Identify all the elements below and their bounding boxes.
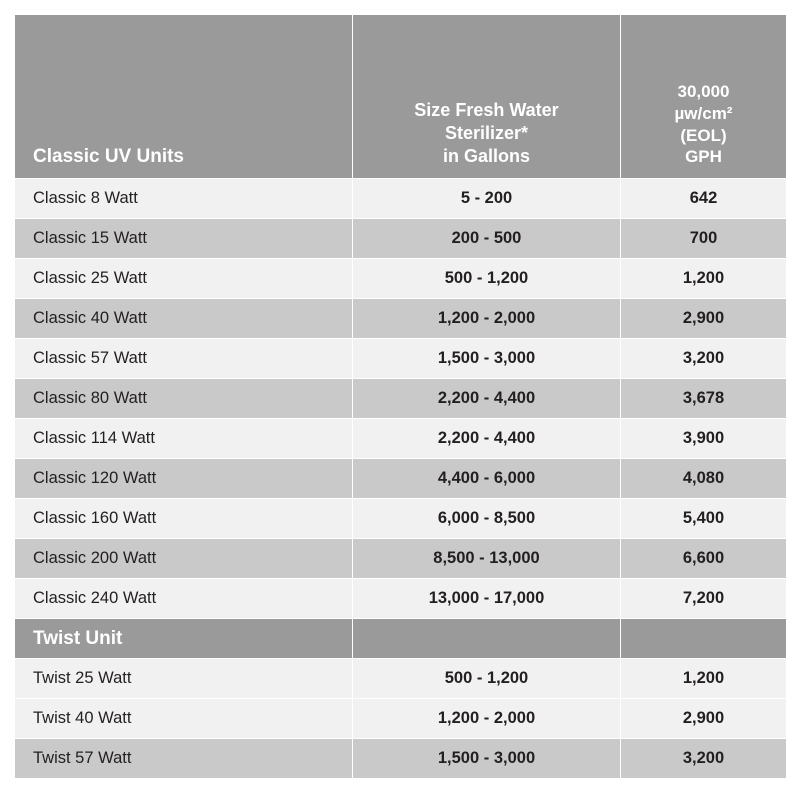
table-header	[15, 15, 787, 179]
cell-gallons: 2,200 - 4,400	[353, 419, 621, 459]
cell-gallons: 4,400 - 6,000	[353, 459, 621, 499]
cell-gph: 2,900	[621, 299, 787, 339]
cell-gph: 3,200	[621, 739, 787, 779]
cell-unit-name: Classic 8 Watt	[15, 179, 353, 219]
cell-unit-name: Twist 25 Watt	[15, 659, 353, 699]
cell-unit-name: Twist 40 Watt	[15, 699, 353, 739]
column-header-gallons	[353, 15, 621, 179]
uv-sizing-table	[14, 14, 787, 779]
header-row	[15, 15, 787, 179]
cell-gallons: 8,500 - 13,000	[353, 539, 621, 579]
cell-gph: 1,200	[621, 659, 787, 699]
cell-unit-name: Classic 200 Watt	[15, 539, 353, 579]
cell-gph: 4,080	[621, 459, 787, 499]
cell-gph: 3,678	[621, 379, 787, 419]
table-row	[15, 219, 787, 259]
column-header-gallons-line1: Size Fresh Water	[414, 99, 559, 120]
cell-gallons: 5 - 200	[353, 179, 621, 219]
column-header-gph	[621, 15, 787, 179]
table-row	[15, 659, 787, 699]
cell-gallons: 500 - 1,200	[353, 259, 621, 299]
table-row	[15, 179, 787, 219]
table-row	[15, 259, 787, 299]
column-header-units: Classic UV Units	[15, 15, 353, 179]
cell-gallons: 200 - 500	[353, 219, 621, 259]
cell-gallons: 500 - 1,200	[353, 659, 621, 699]
cell-gph: 6,600	[621, 539, 787, 579]
cell-gallons	[353, 619, 621, 659]
column-header-gph-line1: 30,000	[677, 82, 730, 101]
column-header-gallons-line2: Sterilizer*	[444, 122, 529, 143]
cell-unit-name: Classic 240 Watt	[15, 579, 353, 619]
table-row	[15, 579, 787, 619]
cell-unit-name: Classic 80 Watt	[15, 379, 353, 419]
cell-gallons: 2,200 - 4,400	[353, 379, 621, 419]
cell-gallons: 1,200 - 2,000	[353, 699, 621, 739]
cell-unit-name: Classic 40 Watt	[15, 299, 353, 339]
table-row	[15, 499, 787, 539]
cell-gph: 3,900	[621, 419, 787, 459]
column-header-gph-line3: (EOL)	[680, 125, 727, 145]
cell-gph: 2,900	[621, 699, 787, 739]
cell-unit-name: Classic 114 Watt	[15, 419, 353, 459]
cell-unit-name: Classic 160 Watt	[15, 499, 353, 539]
cell-gph: 3,200	[621, 339, 787, 379]
cell-unit-name: Classic 15 Watt	[15, 219, 353, 259]
cell-gph: 1,200	[621, 259, 787, 299]
cell-gph: 5,400	[621, 499, 787, 539]
cell-unit-name: Twist 57 Watt	[15, 739, 353, 779]
table-row	[15, 699, 787, 739]
cell-unit-name: Classic 57 Watt	[15, 339, 353, 379]
table-row	[15, 379, 787, 419]
table-row	[15, 459, 787, 499]
cell-gallons: 13,000 - 17,000	[353, 579, 621, 619]
cell-unit-name: Classic 25 Watt	[15, 259, 353, 299]
table-row	[15, 339, 787, 379]
column-header-gph-line4: GPH	[685, 147, 722, 167]
cell-gallons: 6,000 - 8,500	[353, 499, 621, 539]
cell-gph: 642	[621, 179, 787, 219]
table-section-row	[15, 619, 787, 659]
cell-gallons: 1,500 - 3,000	[353, 339, 621, 379]
column-header-gph-line2: µw/cm²	[674, 103, 733, 123]
table-row	[15, 419, 787, 459]
cell-unit-name: Classic 120 Watt	[15, 459, 353, 499]
table-row	[15, 299, 787, 339]
cell-gallons: 1,500 - 3,000	[353, 739, 621, 779]
table-row	[15, 739, 787, 779]
cell-gph: 700	[621, 219, 787, 259]
section-label: Twist Unit	[15, 619, 353, 659]
cell-gph	[621, 619, 787, 659]
cell-gph: 7,200	[621, 579, 787, 619]
column-header-gallons-line3: in Gallons	[442, 145, 530, 166]
cell-gallons: 1,200 - 2,000	[353, 299, 621, 339]
table-row	[15, 539, 787, 579]
table-body	[15, 179, 787, 779]
